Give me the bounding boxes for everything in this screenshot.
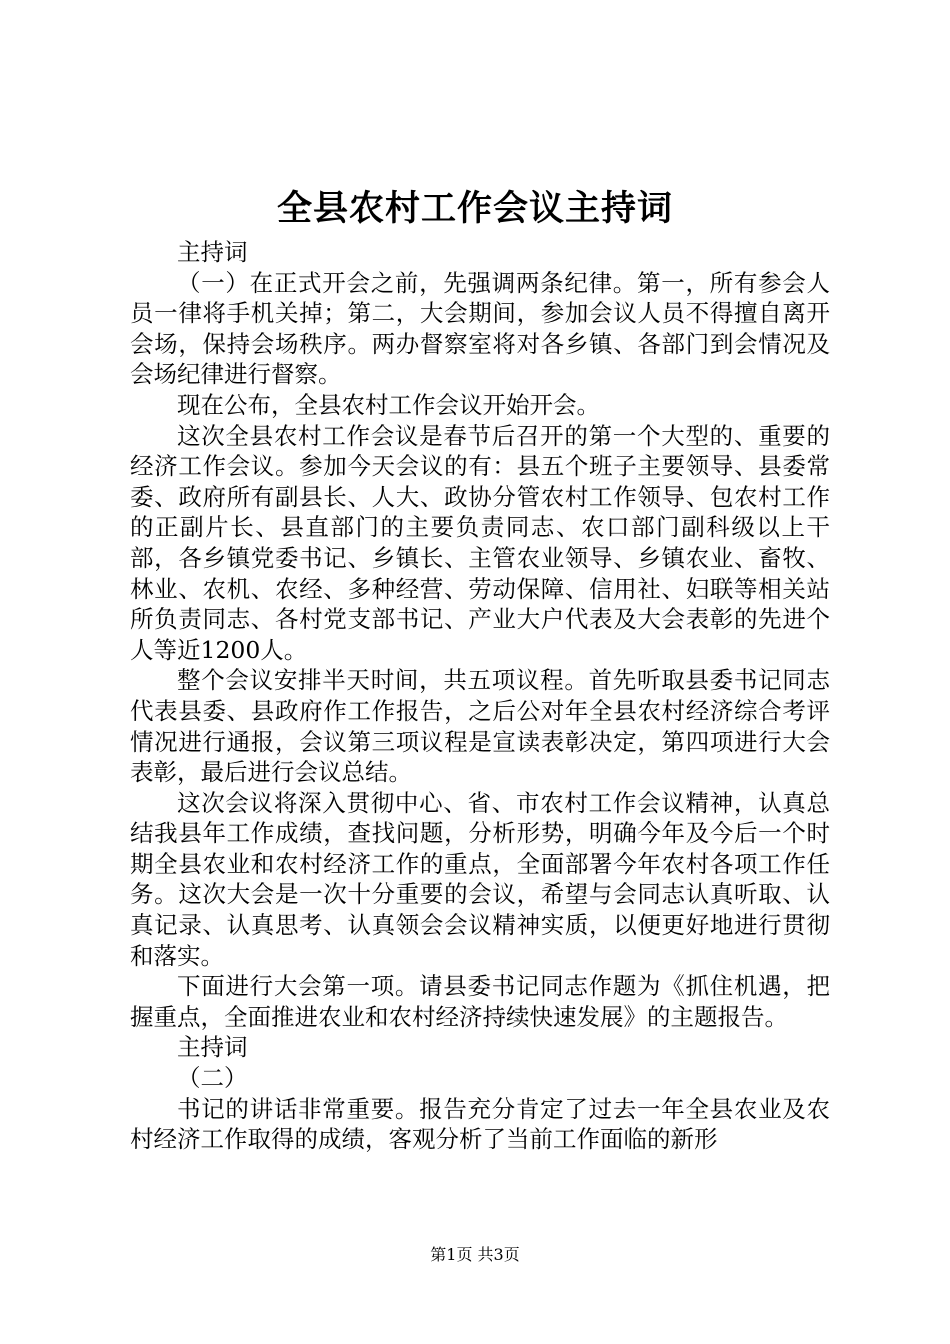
document-title: 全县农村工作会议主持词: [276, 188, 673, 229]
page-footer: 第1页 共3页: [430, 1245, 520, 1264]
paragraph: （一）在正式开会之前，先强调两条纪律。第一，所有参会人员一律将手机关掉；第二，大会期间，参加会议人员不得擅自离开会场，保持会场秩序。两办督察室将对各乡镇、各部门到会情况及会场纪律进行督察。: [130, 268, 830, 389]
paragraph: 主持词: [177, 1033, 248, 1062]
paragraph: 这次全县农村工作会议是春节后召开的第一个大型的、重要的经济工作会议。参加今天会议的有：县五个班子主要领导、县委常委、政府所有副县长、人大、政协分管农村工作领导、包农村工作的正副片长、县直部门的主要负责同志、农口部门副科级以上干部，各乡镇党委书记、乡镇长、主管农业领导、乡镇农业、畜牧、林业、农机、农经、多种经营、劳动保障、信用社、妇联等相关站所负责同志、各村党支部书记、产业大户代表及大会表彰的先进个人等近1200人。: [130, 421, 830, 664]
paragraph: 这次会议将深入贯彻中心、省、市农村工作会议精神，认真总结我县年工作成绩，查找问题，分析形势，明确今年及今后一个时期全县农业和农村经济工作的重点，全面部署今年农村各项工作任务。这次大会是一次十分重要的会议，希望与会同志认真听取、认真记录、认真思考、认真领会会议精神实质，以便更好地进行贯彻和落实。: [130, 788, 830, 970]
paragraph: （二）: [177, 1064, 248, 1093]
paragraph: 主持词: [177, 238, 248, 266]
paragraph: 下面进行大会第一项。请县委书记同志作题为《抓住机遇，把握重点，全面推进农业和农村经济持续快速发展》的主题报告。: [130, 972, 830, 1031]
paragraph: 书记的讲话非常重要。报告充分肯定了过去一年全县农业及农村经济工作取得的成绩，客观分析了当前工作面临的新形: [130, 1094, 830, 1154]
paragraph: 整个会议安排半天时间，共五项议程。首先听取县委书记同志代表县委、县政府作工作报告，之后公对年全县农村经济综合考评情况进行通报，会议第三项议程是宣读表彰决定，第四项进行大会表彰，最后进行会议总结。: [130, 666, 830, 787]
document-body: [130, 237, 830, 1155]
paragraph: 现在公布，全县农村工作会议开始开会。: [177, 390, 600, 419]
